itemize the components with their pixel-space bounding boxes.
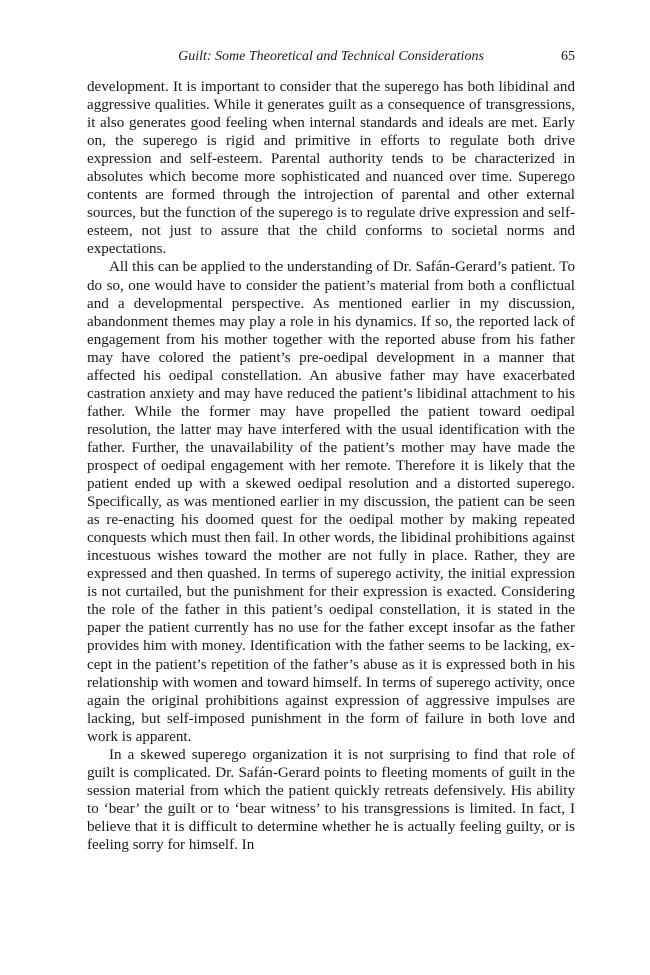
paragraph-continuation: development. It is important to consider that the superego has both libidinal and aggressive qualities. While it generates guilt as a consequence of transgressions, it also generates good feeling when internal standards and ideals are met. Early on, the superego is rigid and primitive in efforts to regulate both drive expression and self-esteem. Parental authority tends to be characterized in absolutes which become more sophisticated and nuanced over time. Superego contents are formed through the introjection of parental and other external sources, but the function of the superego is to regulate drive expression and self-esteem, not just to assure that the child conforms to societal norms and expectations. bbox=[87, 79, 575, 258]
running-head bbox=[87, 49, 575, 69]
paragraph-application: All this can be applied to the understanding of Dr. Safán-Gerard’s patient. To do so, one would have to consider the patient’s material from both a conflictual and a developmental perspective. As mentioned earlier in my discussion, abandonment themes may play a role in his dynamics. If so, the reported lack of engagement from his mother together with the reported abuse from his father may have colored the patient’s pre-oedipal development in a manner that affected his oedipal constellation. An abusive father may have exacerbated castration anxiety and may have reduced the patient’s libidinal attachment to his father. While the former may have propelled the patient toward oedipal resolution, the latter may have interfered with the usual identification with the father. Further, the unavailability of the patient’s mother may have made the prospect of oedipal engagement with her remote. Therefore it is likely that the patient ended up with a skewed oedipal resolution and a distorted superego. Specifically, as was mentioned earlier in my discussion, the patient can be seen as re-enacting his doomed quest for the oedipal mother by making repeated conquests which must then fail. In other words, the libidinal prohibitions against incestuous wishes toward the mother are not fully in place. Rather, they are expressed and then quashed. In terms of superego activity, the initial expression is not curtailed, but the punishment for their expression is exacted. Considering the role of the father in this patient’s oedipal constellation, it is stated in the paper the patient currently has no use for the father except insofar as the father provides him with money. Identification with the father seems to be lacking, except in the patient’s repetition of the father’s abuse as it is expressed both in his relationship with women and toward himself. In terms of superego activity, once again the original prohibitions against expression of aggressive impulses are lacking, but self-imposed punishment in the form of failure in both love and work is apparent. bbox=[87, 259, 575, 745]
body-text bbox=[87, 78, 575, 854]
page-number: 65 bbox=[561, 49, 575, 64]
paragraph-guilt-role: In a skewed superego organization it is not surprising to find that role of guilt is complicated. Dr. Safán-Gerard points to fleeting moments of guilt in the session material from which the patient quickly retreats defensively. His ability to ‘bear’ the guilt or to ‘bear witness’ to his transgressions is limited. In fact, I believe that it is difficult to determine whether he is actually feeling guilty, or is feeling sorry for himself. In bbox=[87, 746, 575, 853]
running-title: Guilt: Some Theoretical and Technical Considerations bbox=[178, 49, 484, 64]
